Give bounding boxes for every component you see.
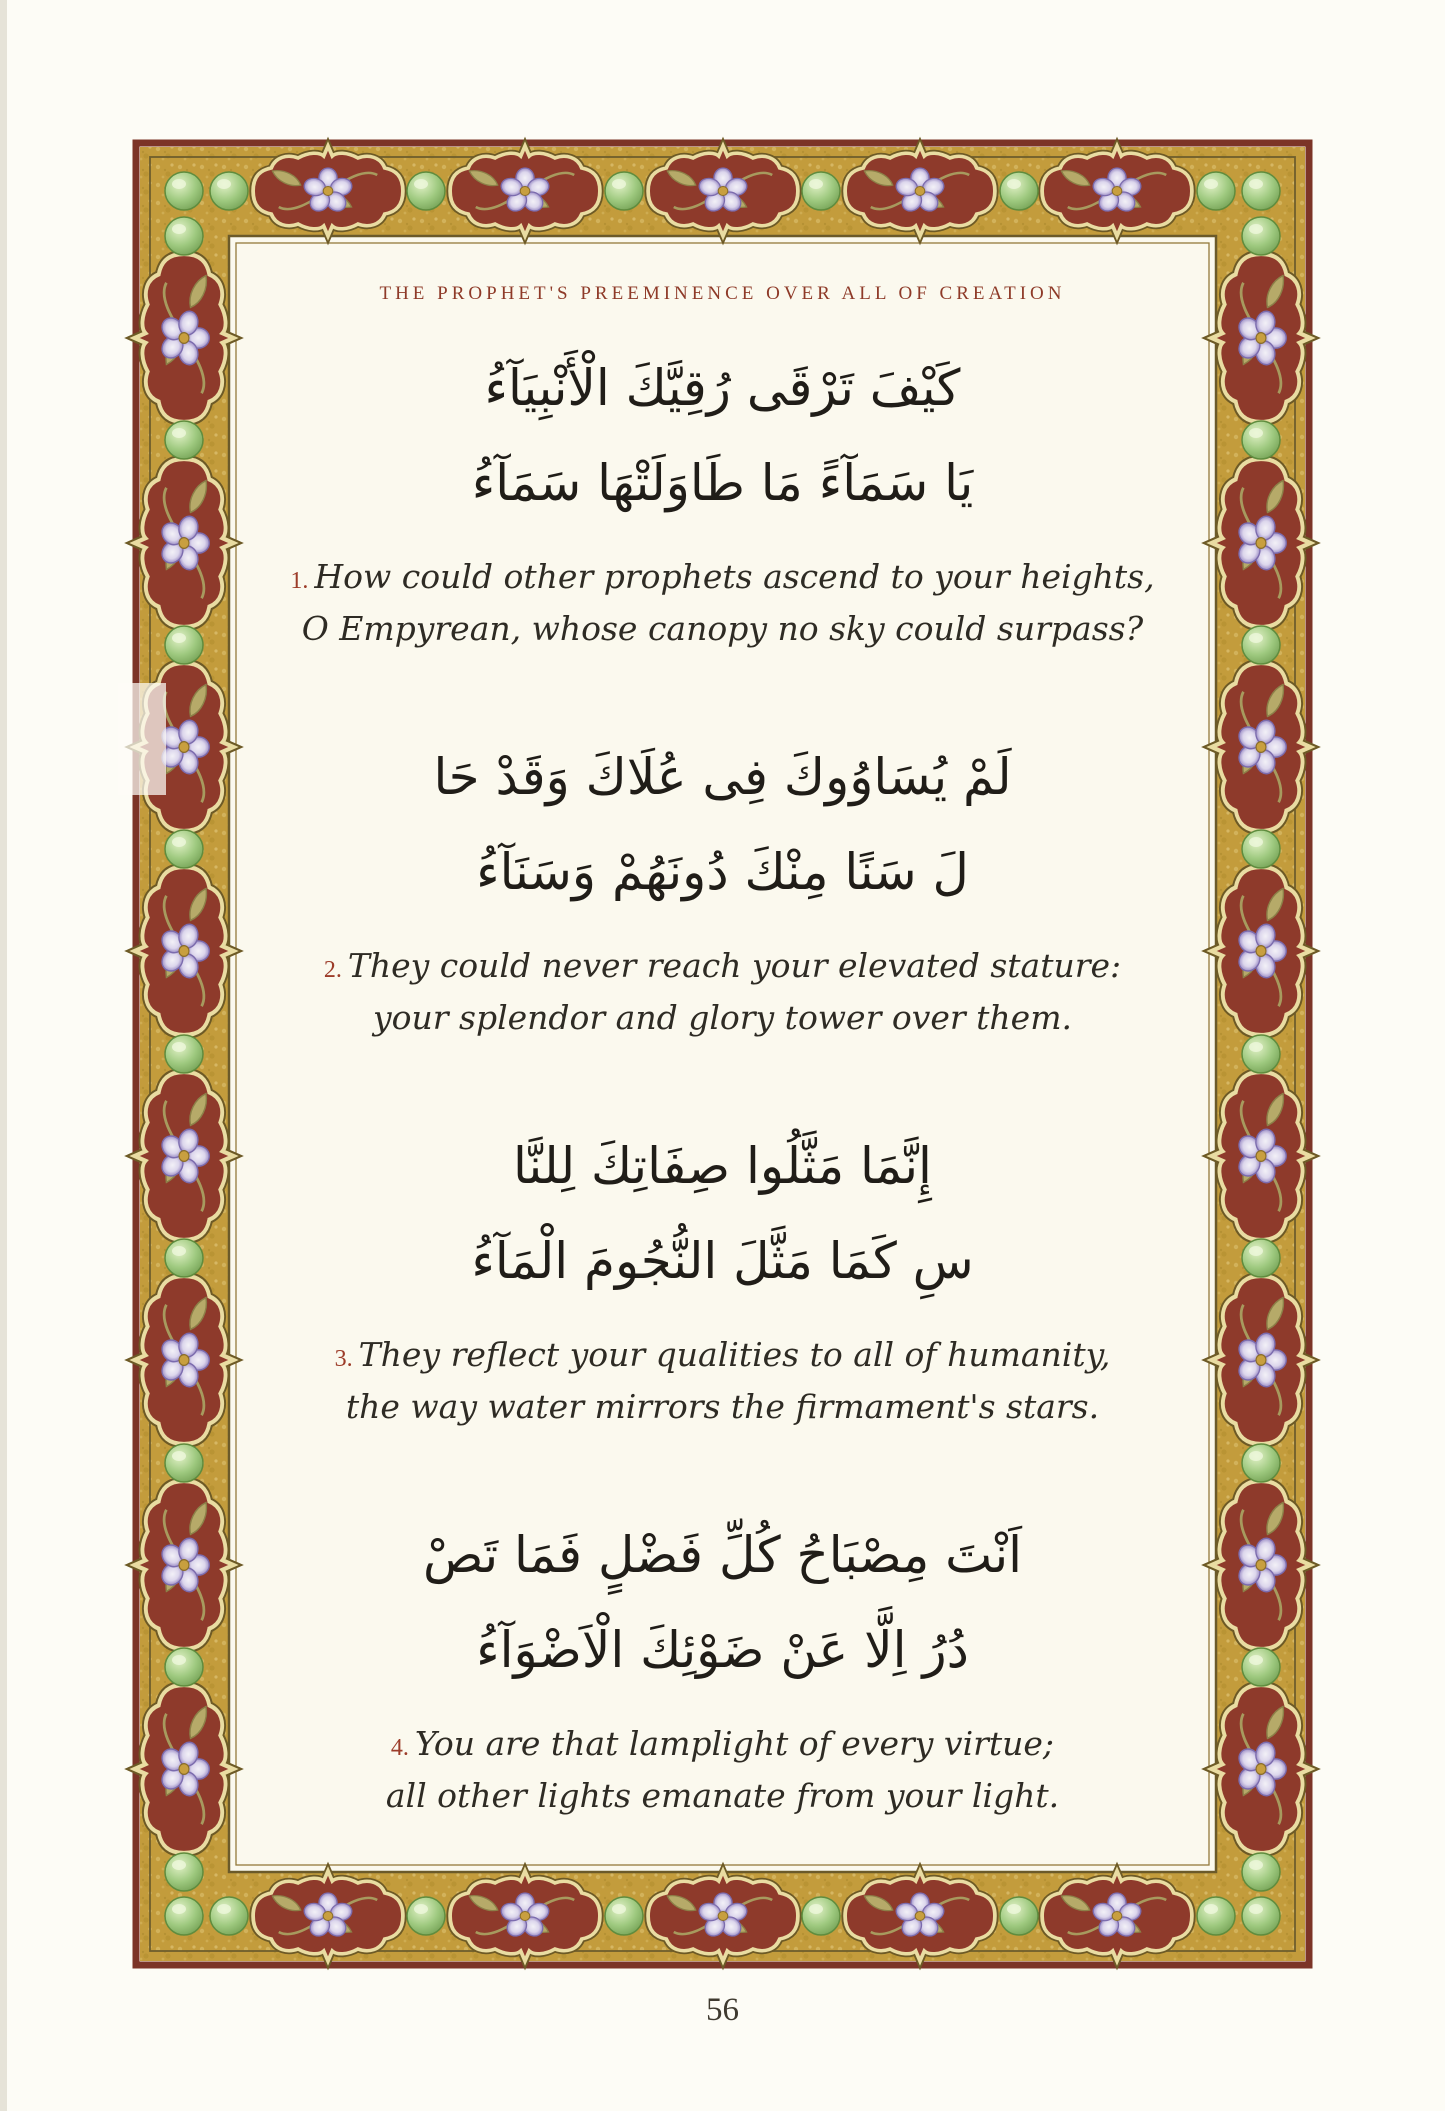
verse-number: 1. bbox=[290, 568, 309, 594]
translation-block bbox=[229, 942, 1216, 1041]
translation-block bbox=[229, 1720, 1216, 1819]
translation-line bbox=[229, 605, 1216, 652]
verse-block-4 bbox=[229, 1508, 1216, 1819]
translation-block bbox=[229, 553, 1216, 652]
translation-text: your splendor and glory tower over them. bbox=[373, 998, 1072, 1037]
verse-block-2 bbox=[229, 730, 1216, 1041]
translation-line bbox=[229, 994, 1216, 1041]
translation-text: They could never reach your elevated stature: bbox=[347, 946, 1122, 985]
verse-number: 4. bbox=[390, 1735, 409, 1761]
arabic-verse-line: دُرُ اِلَّا عَنْ ضَوْئِكَ الْاَضْوَآءُ bbox=[476, 1621, 969, 1679]
page-number: 56 bbox=[706, 1992, 739, 2028]
verse-number: 2. bbox=[323, 957, 342, 983]
chapter-header: THE PROPHET'S PREEMINENCE OVER ALL OF CREATION bbox=[379, 283, 1066, 304]
arabic-verse-line: يَا سَمَآءً مَا طَاوَلَتْهَا سَمَآءُ bbox=[471, 454, 974, 512]
translation-text: How could other prophets ascend to your heights, bbox=[314, 557, 1155, 596]
scan-artifact bbox=[118, 683, 166, 795]
translation-text: They reflect your qualities to all of humanity, bbox=[358, 1335, 1111, 1374]
translation-line bbox=[229, 553, 1216, 605]
translation-text: O Empyrean, whose canopy no sky could surpass? bbox=[301, 609, 1144, 648]
translation-line bbox=[229, 1383, 1216, 1430]
arabic-verse-line: اَنْتَ مِصْبَاحُ كُلِّ فَضْلٍ فَمَا تَصْ bbox=[422, 1526, 1023, 1584]
page-content bbox=[229, 236, 1216, 1872]
verse-block-3 bbox=[229, 1119, 1216, 1430]
translation-line bbox=[229, 1720, 1216, 1772]
translation-line bbox=[229, 942, 1216, 994]
arabic-verse-line: لَ سَنًا مِنْكَ دُونَهُمْ وَسَنَآءُ bbox=[476, 843, 969, 901]
verse-number: 3. bbox=[334, 1346, 353, 1372]
translation-line bbox=[229, 1331, 1216, 1383]
scan-edge bbox=[0, 0, 7, 2111]
arabic-verse-line: سِ كَمَا مَثَّلَ النُّجُومَ الْمَآءُ bbox=[471, 1232, 974, 1290]
translation-block bbox=[229, 1331, 1216, 1430]
translation-text: all other lights emanate from your light. bbox=[385, 1776, 1060, 1815]
translation-text: the way water mirrors the firmament's stars. bbox=[345, 1387, 1100, 1426]
translation-text: You are that lamplight of every virtue; bbox=[414, 1724, 1055, 1763]
arabic-verse-line: لَمْ يُسَاوُوكَ فِى عُلَاكَ وَقَدْ حَا bbox=[433, 748, 1012, 806]
arabic-verse-line: إِنَّمَا مَثَّلُوا صِفَاتِكَ لِلنَّا bbox=[513, 1137, 932, 1195]
verse-block-1 bbox=[229, 341, 1216, 652]
translation-line bbox=[229, 1772, 1216, 1819]
arabic-verse-line: كَيْفَ تَرْقَى رُقِيَّكَ الْأَنْبِيَآءُ bbox=[484, 359, 961, 417]
